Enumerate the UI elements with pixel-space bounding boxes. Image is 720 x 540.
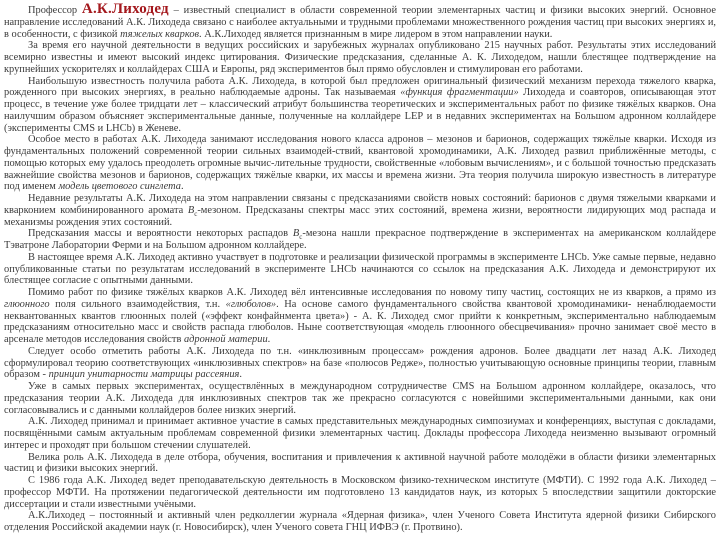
italic-term: тяжелых кварков [120, 28, 200, 40]
italic-term: модель цветового синглета [58, 181, 181, 193]
paragraph-text: Уже в самых первых экспериментах, осуществлённых в международном сотрудничестве CMS на Большом адронном коллайдере, оказалось, что предсказания теории А.К. Лиходеда для инклюзивных спектров так же прекрасно согласуются с новейшими экспериментальными данными, как они согласовывались и с данными коллайдеров более низких энергий. [4, 381, 716, 416]
paragraph-text: . На основе самого фундаментального свойства квантовой хромодинамики- ненаблюдаемости неквантованных квантов глюонных полей («эффект конфайнмента цвета») - А. К. Лиходед смог прийти к конкретным, экспериментально наблюдаемым предсказаниям относительно масс и свойств распада глюболов. Ныне соответствующая «модель глюонного обесцвечивания» прочно занимает своё место в арсенале методов исследования свойств [4, 298, 716, 345]
paragraph [4, 510, 716, 534]
paragraph-text: В настоящее время А.К. Лиходед активно участвует в подготовке и реализации физической программы в эксперименте LHCb. Уже самые первые, недавно опубликованные статьи по результатам исследований в эксперименте LHCb начинаются со ссылок на предсказания А.К. Лиходеда и демонстрируют их блестящее согласие с опытными данными. [4, 251, 716, 287]
italic-term: принцип унитарности матрицы рассеяния [48, 369, 240, 381]
professor-name: А.К.Лиходед [81, 1, 169, 17]
paragraph [4, 416, 716, 451]
paragraph-text: С 1986 года А.К. Лиходед ведет преподавательскую деятельность в Московском физико-техническом институте (МФТИ). С 1992 года А.К. Лиходед – профессор МФТИ. На протяжении педагогической деятельности им подготовлено 13 кандидатов наук, из которых 5 впоследствии защитили докторские диссертации и стали известными учёными. [4, 475, 716, 510]
paragraph [4, 40, 716, 75]
italic-term: B [187, 204, 195, 216]
paragraph-text: Профессор [28, 5, 82, 16]
paragraph-text: Лиходеда и соавторов, описывающая этот процесс, в течение уже более тридцати лет – классический атрибут большинства теоретических и экспериментальных работ по физике тяжёлых кварков. Она наилучшим образом объясняет экспериментальные данные, полученные на коллайдере LEP и в недавних экспериментах на Большом адронном коллайдере (эксперименты CMS и LHCb) в Женеве. [4, 87, 717, 134]
paragraph-text: Предсказания массы и вероятности некоторых распадов [28, 228, 293, 240]
paragraph [4, 193, 716, 228]
subscript: c [194, 209, 198, 218]
paragraph-text: Наибольшую известность получила работа А.К. Лиходеда, в которой был предложен оригинальный физический механизм перехода тяжелого кварка, рожденного при высоких энергиях, в реально наблюдаемые адроны. Так называемая [4, 75, 716, 99]
biography-document [4, 1, 717, 534]
paragraph-text: . [180, 181, 184, 193]
paragraph-text: Особое место в работах А.К. Лиходеда занимают исследования нового класса адронов – мезонов и барионов, содержащих тяжёлые кварки. Исходя из фундаментальных положений современной теории сильных взаимодей-ствий, квантовой хромодинамики, А.К. Лиходед развил приближённые методы, с помощью которых ему удалось преодолеть огромные вычис-лительные трудности, свойственные «лобовым вычислениям», и с большой точностью предсказать важнейшие свойства мезонов и барионов, содержащих тяжёлые кварки, их массы и времена жизни. Эта теория получила широкую известность в литературе под именем [4, 134, 716, 193]
paragraph-text: Недавние результаты А.К. Лиходеда на этом направлении связаны с предсказаниями свойств новых состояний: барионов с двумя тяжелыми кварками и кварконием комбинированного аромата [4, 193, 716, 216]
paragraph-text: . [267, 334, 271, 345]
italic-term: «глюболов» [225, 298, 277, 310]
paragraph-text: -мезоном. Предсказаны спектры масс этих состояний, времена жизни, вероятности лидирующих мод распада и механизмы рождения этих состояний. [4, 204, 716, 228]
paragraph-text: . [239, 369, 242, 381]
paragraph-text: – известный специалист в области современной теории элементарных частиц и физики высоких энергий. Основное направление исследований А.К. Лиходеда связано с наиболее актуальными и трудными проблемами множественного рождения частиц при высоких энергиях и, в особенности, с физикой [4, 5, 716, 40]
italic-term: глюонного [4, 298, 50, 310]
paragraph-text: За время его научной деятельности в ведущих российских и зарубежных журналах опубликовано 215 научных работ. Результаты этих исследований всемирно известны и имеют высокий индекс цитирования. Физические предсказания, сделанные А. К. Лиходедом, нашли блестящее подтверждение на крупнейших ускорителях и коллайдерах США и Европы, ряд экспериментов был прямо обусловлен и стимулирован его работами. [4, 40, 716, 75]
paragraph [4, 381, 716, 416]
paragraph [4, 452, 716, 476]
paragraph-text: . А.К.Лиходед является признанным в мире лидером в этом направлении науки. [199, 28, 553, 40]
paragraph [4, 252, 716, 287]
paragraph [4, 228, 716, 252]
italic-term: B [292, 228, 300, 240]
italic-term: «функция фрагментации» [400, 87, 519, 99]
paragraph-text: Велика роль А.К. Лиходеда в деле отбора, обучения, воспитания и привлечения к активной научной работе молодёжи в области физики элементарных частиц и физики высоких энергий. [4, 451, 716, 475]
paragraph [4, 76, 716, 135]
paragraph-text: А.К. Лиходед принимал и принимает активное участие в самых представительных международных симпозиумах и конференциях, выступая с докладами, посвящёнными самым актуальным проблемам современной физики элементарных частиц. Доклады профессора Лиходеда неизменно вызывают огромный интерес и проходят при большом стечении слушателей. [4, 416, 716, 451]
paragraph [4, 475, 716, 510]
paragraph-text: Помимо работ по физике тяжёлых кварков А.К. Лиходед вёл интенсивные исследования по новому типу частиц, состоящих не из кварков, а прямо из [28, 287, 716, 298]
paragraph-text: А.К.Лиходед – постоянный и активный член редколлегии журнала «Ядерная физика», член Ученого Совета Института ядерной физики Сибирского отделения Российской академии наук (г. Новосибирск), член Ученого совета ГНЦ ИФВЭ (г. Протвино). [4, 510, 716, 533]
paragraph [4, 287, 716, 346]
subscript: c [299, 233, 303, 242]
paragraph [4, 1, 716, 40]
paragraph [4, 346, 716, 381]
paragraph [4, 134, 716, 193]
italic-term: адронной материи [183, 334, 268, 345]
paragraph-text: -мезона нашли прекрасное подтверждение в экспериментах на американском коллайдере Тэватроне Лаборатории Ферми и на Большом адронном коллайдере. [4, 228, 716, 251]
paragraph-text: поля сильного взаимодействия, т.н. [49, 298, 226, 310]
paragraph-text: Следует особо отметить работы А.К. Лиходеда по т.н. «инклюзивным процессам» рождения адронов. Более двадцати лет назад А.К. Лиходед сформулировал теорию соответствующих «инклюзивных спектров» на базе «полюсов Редже», полностью учитывающую основные принципы теории, главным образом - [4, 345, 716, 381]
